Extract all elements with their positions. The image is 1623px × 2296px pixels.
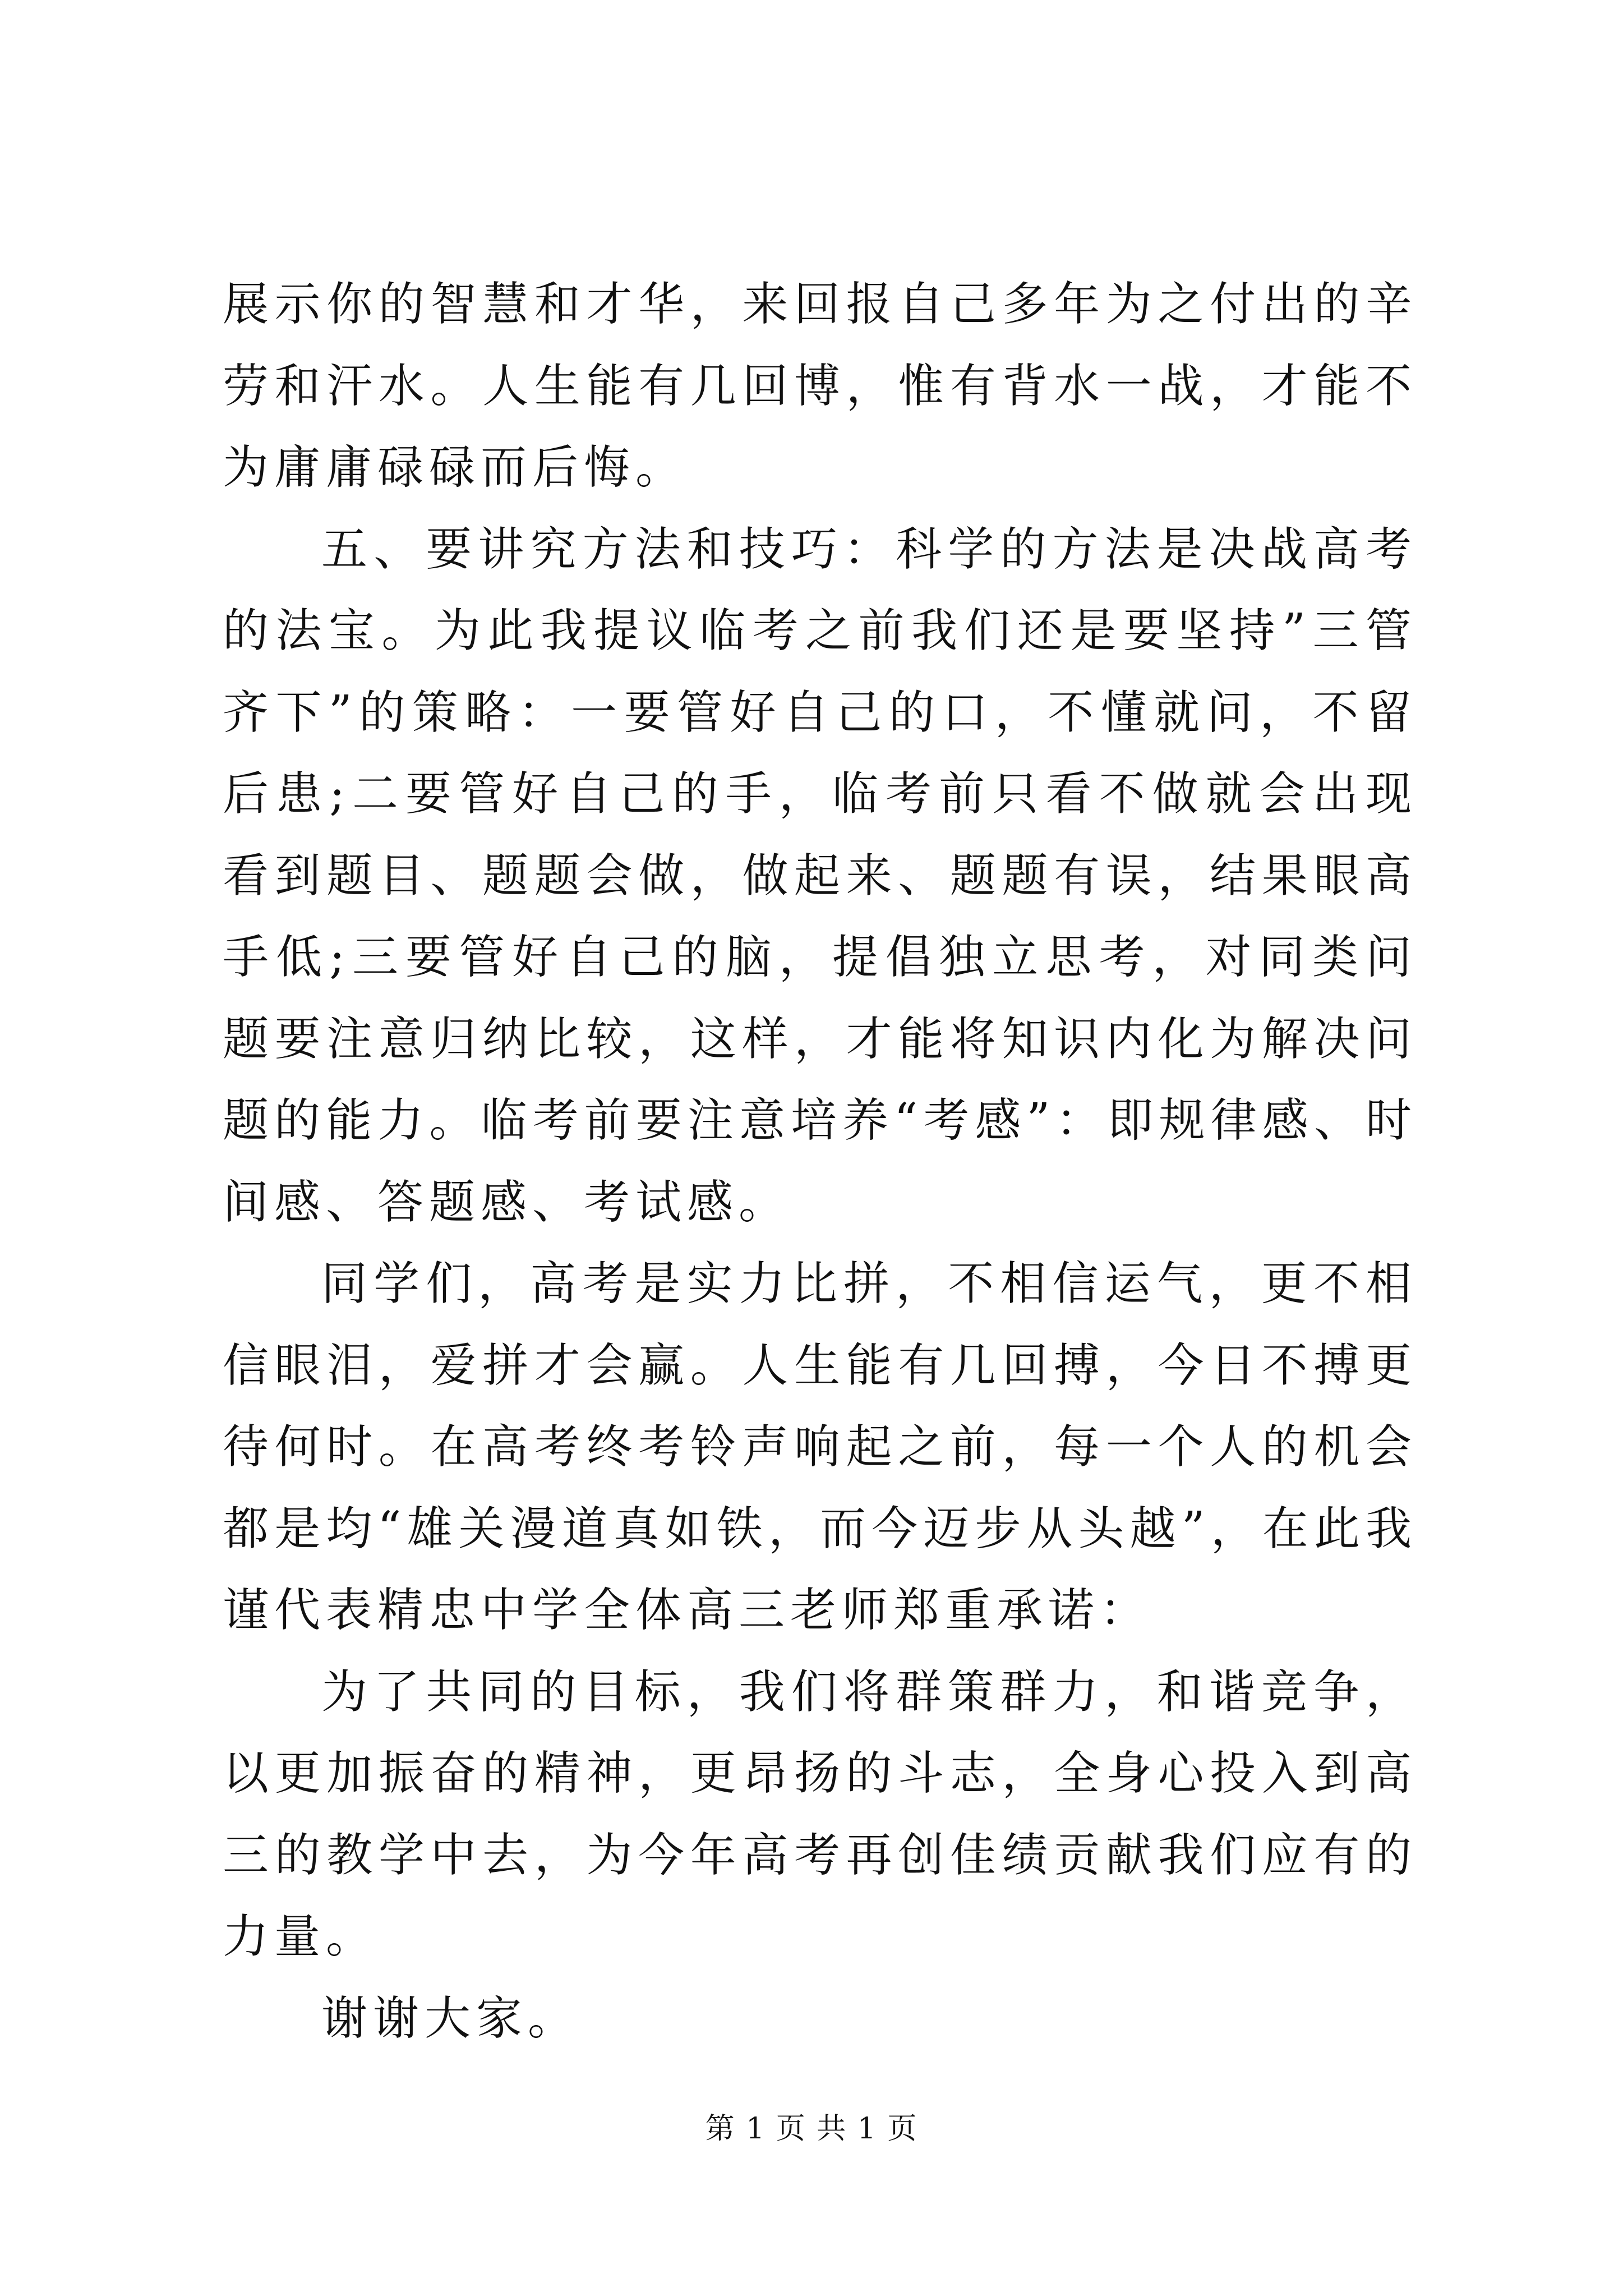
paragraph-thanks: 谢谢大家。 <box>321 1991 580 2045</box>
paragraph-continuation: 展示你的智慧和才华，来回报自己多年为之付出的辛劳和汗水。人生能有几回博，惟有背水一战，才能不为庸庸碌碌而后悔。 <box>223 278 1417 494</box>
paragraph-study-methods: 五、要讲究方法和技巧：科学的方法是决战高考的法宝。为此我提议临考之前我们还是要坚持”三管齐下”的策略：一要管好自己的口，不懂就问，不留后患;二要管好自己的手，临考前只看不做就会出现看到题目、题题会做，做起来、题题有误，结果眼高手低;三要管好自己的脑，提倡独立思考，对同类问题要注意归纳比较，这样，才能将知识内化为解决问题的能力。临考前要注意培养“考感”：即规律感、时间感、答题感、考试感。 <box>223 522 1417 1229</box>
paragraph-common-goal: 为了共同的目标，我们将群策群力，和谐竞争，以更加振奋的精神，更昂扬的斗志，全身心投入到高三的教学中去，为今年高考再创佳绩贡献我们应有的力量。 <box>223 1665 1417 1963</box>
page-footer: 第 1 页 共 1 页 <box>705 2112 918 2146</box>
document-body <box>223 264 1417 2059</box>
paragraph-classmates: 同学们，高考是实力比拼，不相信运气，更不相信眼泪，爱拼才会赢。人生能有几回搏，今日不搏更待何时。在高考终考铃声响起之前，每一个人的机会都是均“雄关漫道真如铁，而今迈步从头越”，在此我谨代表精忠中学全体高三老师郑重承诺： <box>223 1257 1417 1637</box>
